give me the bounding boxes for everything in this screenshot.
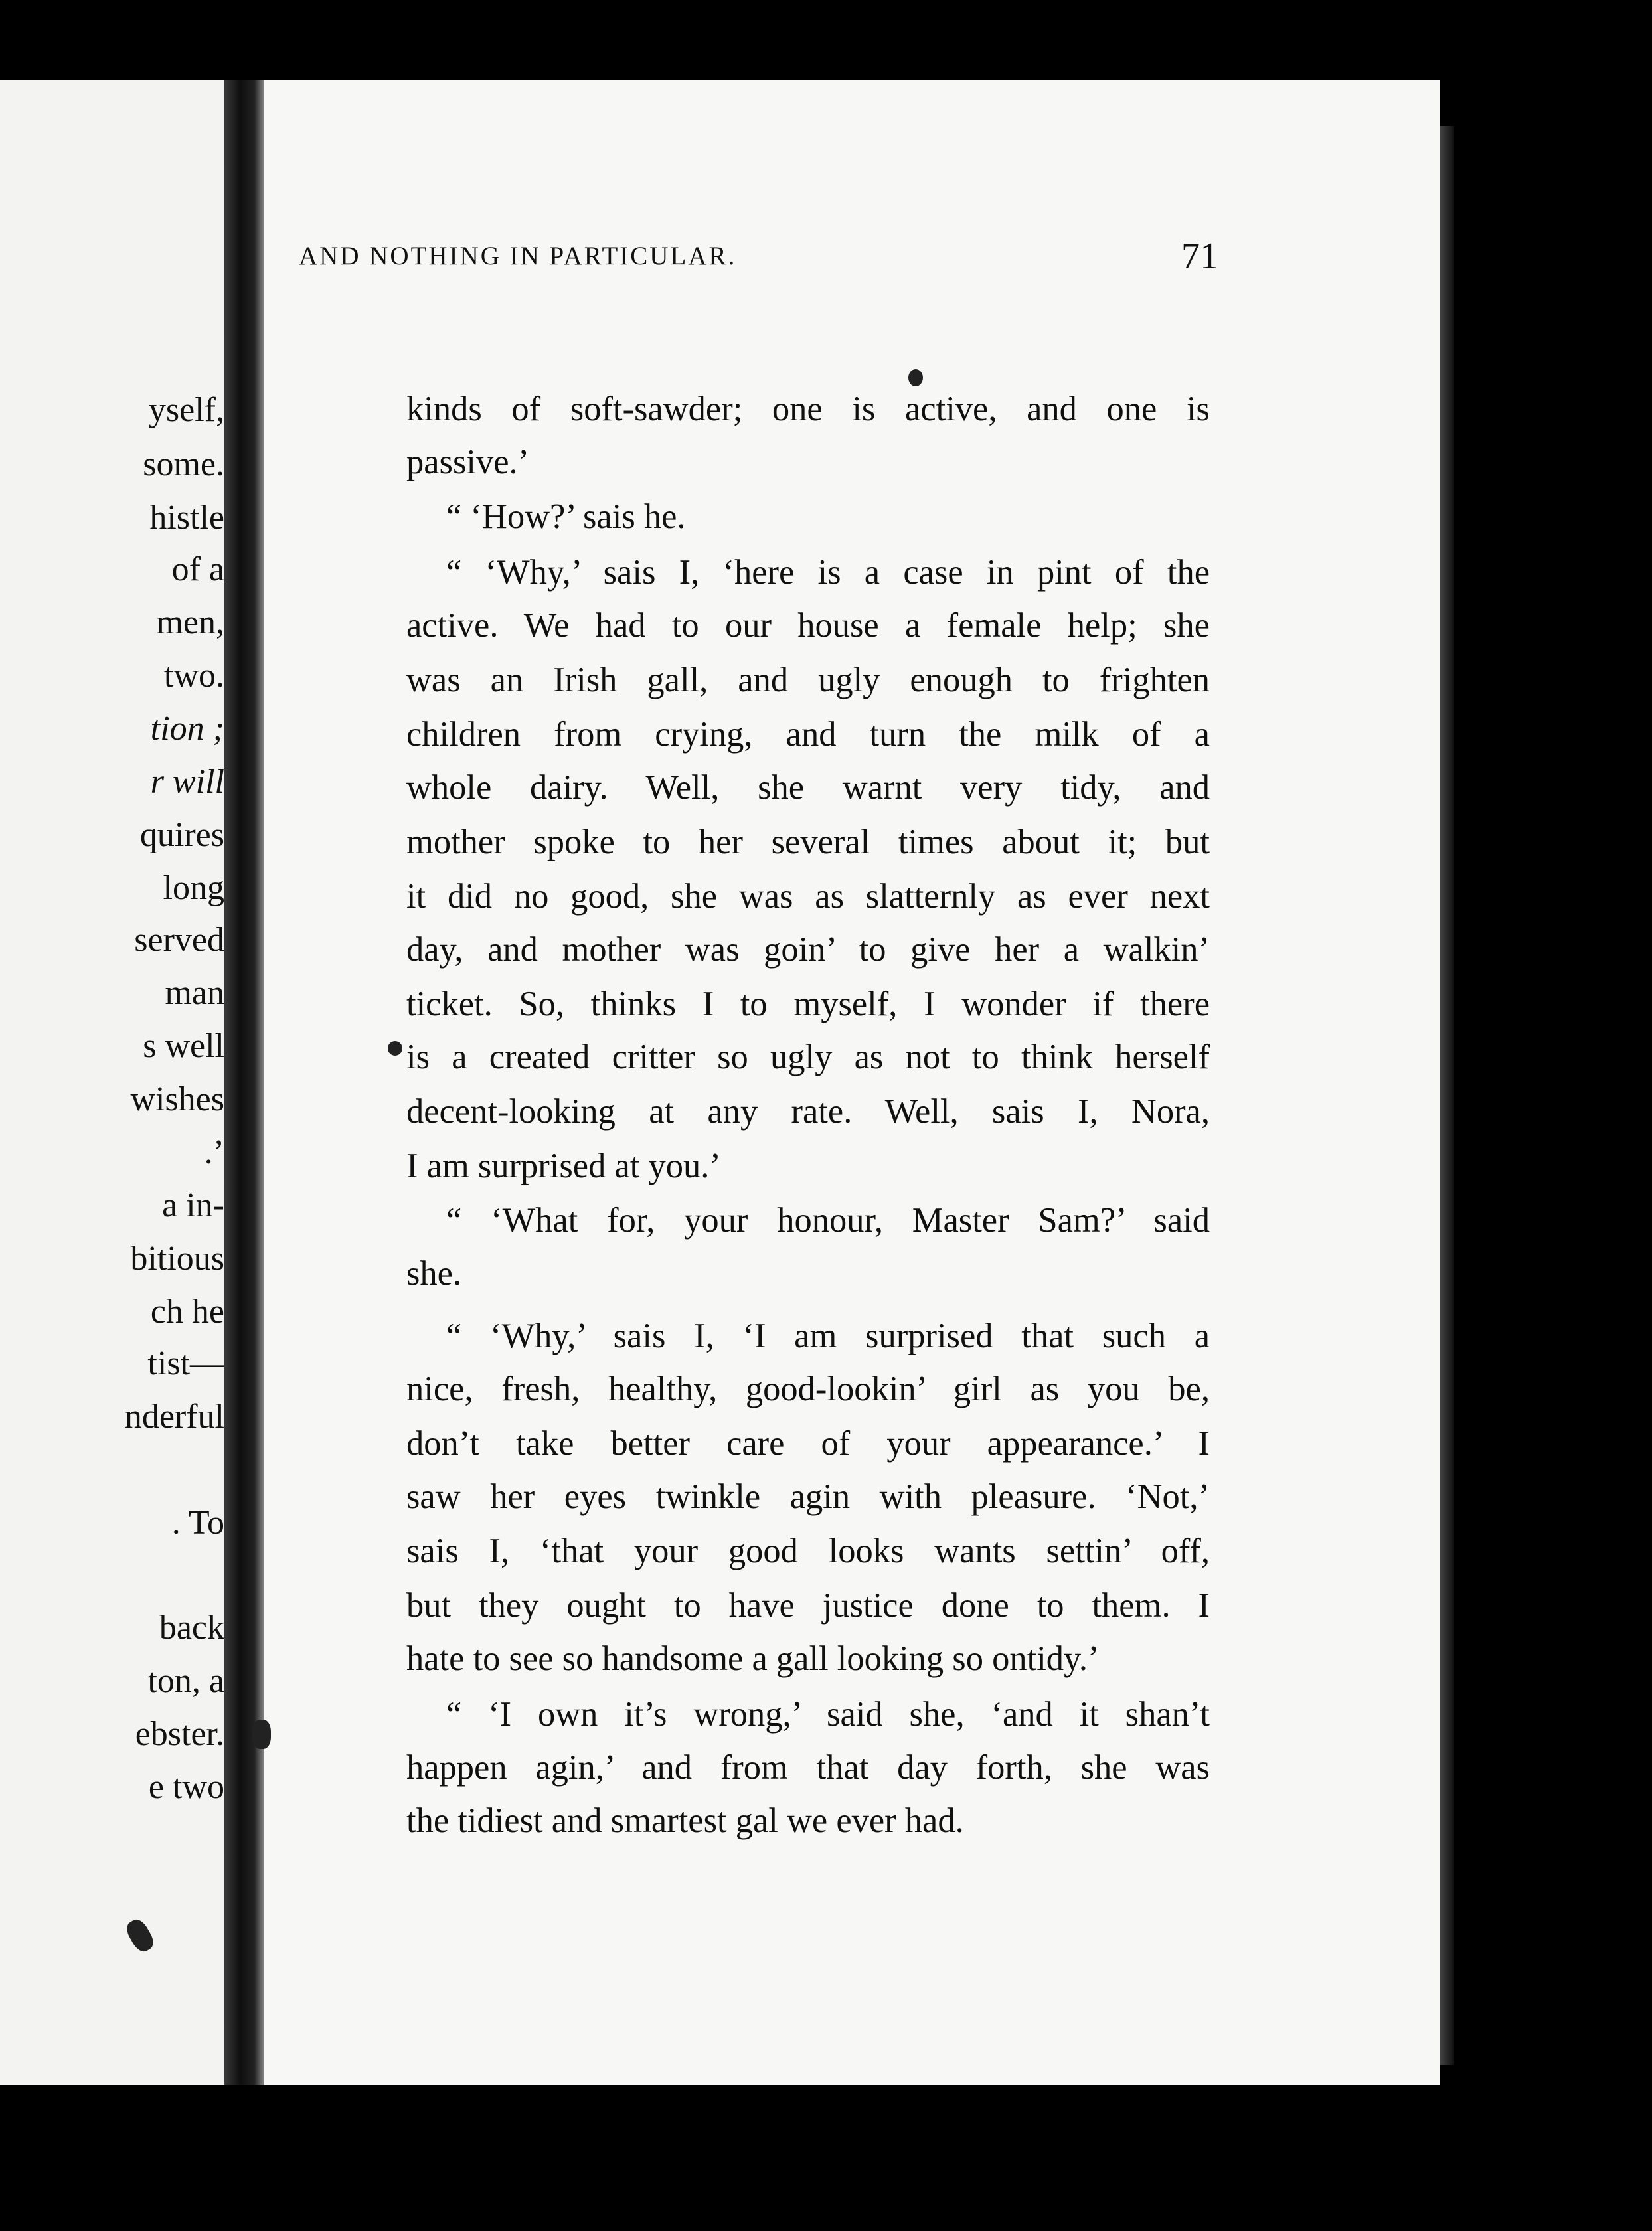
left-page-line: tion ; bbox=[150, 710, 224, 748]
left-page-line: histle bbox=[149, 499, 224, 537]
left-page-line: wishes bbox=[130, 1080, 224, 1118]
text-line: ticket. So, thinks I to myself, I wonder if there bbox=[406, 985, 1210, 1023]
text-line: mother spoke to her several times about it; but bbox=[406, 823, 1210, 861]
left-page-line: a in- bbox=[162, 1187, 224, 1224]
text-line: “ ‘Why,’ sais I, ‘I am surprised that such a bbox=[446, 1317, 1210, 1355]
text-line: “ ‘I own it’s wrong,’ said she, ‘and it shan’t bbox=[446, 1695, 1210, 1734]
left-page-line: quires bbox=[139, 816, 224, 854]
text-line: hate to see so handsome a gall looking so ontidy.’ bbox=[406, 1639, 1100, 1678]
left-page-line: e two bbox=[148, 1768, 224, 1806]
left-page-line: served bbox=[134, 921, 224, 959]
left-page-line: .’ bbox=[204, 1133, 224, 1171]
page-edge-shadow bbox=[1440, 126, 1454, 2065]
book-gutter bbox=[224, 80, 264, 2085]
text-line: sais I, ‘that your good looks wants settin’ off, bbox=[406, 1532, 1210, 1570]
left-page-line: ton, a bbox=[147, 1662, 224, 1700]
ink-speck bbox=[908, 369, 923, 386]
left-page-line: of a bbox=[171, 550, 224, 588]
left-page-line: some. bbox=[143, 446, 224, 483]
text-line: day, and mother was goin’ to give her a walkin’ bbox=[406, 930, 1210, 969]
page-header bbox=[299, 230, 1218, 283]
text-line: don’t take better care of your appearance.’ I bbox=[406, 1424, 1210, 1463]
text-line: was an Irish gall, and ugly enough to frighten bbox=[406, 661, 1210, 699]
left-page-line: men, bbox=[156, 604, 224, 641]
left-page-line: nderful bbox=[124, 1398, 224, 1436]
text-line: whole dairy. Well, she warnt very tidy, and bbox=[406, 768, 1210, 807]
left-page bbox=[0, 80, 239, 2085]
text-line: the tidiest and smartest gal we ever had. bbox=[406, 1801, 964, 1840]
text-line: she. bbox=[406, 1254, 462, 1293]
text-line: but they ought to have justice done to them. I bbox=[406, 1586, 1210, 1625]
text-line: decent-looking at any rate. Well, sais I, Nora, bbox=[406, 1092, 1210, 1131]
text-line: happen agin,’ and from that day forth, she was bbox=[406, 1748, 1210, 1787]
left-page-line: r will bbox=[150, 763, 224, 801]
text-line: “ ‘How?’ sais he. bbox=[446, 497, 686, 536]
left-page-line: tist— bbox=[147, 1345, 224, 1382]
text-line: kinds of soft-sawder; one is active, and one is bbox=[406, 390, 1210, 428]
text-line: is a created critter so ugly as not to think herself bbox=[406, 1038, 1210, 1076]
text-line: “ ‘Why,’ sais I, ‘here is a case in pint of the bbox=[446, 553, 1210, 592]
left-page-line: two. bbox=[164, 657, 224, 695]
left-page-line: yself, bbox=[148, 391, 224, 429]
left-page-line: . To bbox=[171, 1504, 224, 1542]
ink-speck bbox=[252, 1720, 271, 1749]
left-page-line: long bbox=[163, 869, 224, 907]
page-number: 71 bbox=[1181, 236, 1218, 277]
left-page-line: ebster. bbox=[135, 1715, 224, 1753]
left-page-line: s well bbox=[143, 1027, 224, 1065]
left-page-line: man bbox=[165, 974, 224, 1012]
left-page-line: bitious bbox=[130, 1240, 224, 1278]
text-line: children from crying, and turn the milk of a bbox=[406, 715, 1210, 754]
left-page-line: ch he bbox=[150, 1293, 224, 1331]
text-line: it did no good, she was as slatternly as ever next bbox=[406, 877, 1210, 916]
ink-speck bbox=[388, 1041, 402, 1056]
text-line: I am surprised at you.’ bbox=[406, 1147, 721, 1185]
left-page-line: back bbox=[159, 1609, 224, 1647]
text-line: passive.’ bbox=[406, 443, 530, 481]
text-line: saw her eyes twinkle agin with pleasure. ‘Not,’ bbox=[406, 1477, 1210, 1516]
text-line: “ ‘What for, your honour, Master Sam?’ said bbox=[446, 1201, 1210, 1240]
running-head: AND NOTHING IN PARTICULAR. bbox=[299, 242, 737, 270]
text-line: active. We had to our house a female help; she bbox=[406, 606, 1210, 645]
text-line: nice, fresh, healthy, good-lookin’ girl as you be, bbox=[406, 1370, 1210, 1408]
